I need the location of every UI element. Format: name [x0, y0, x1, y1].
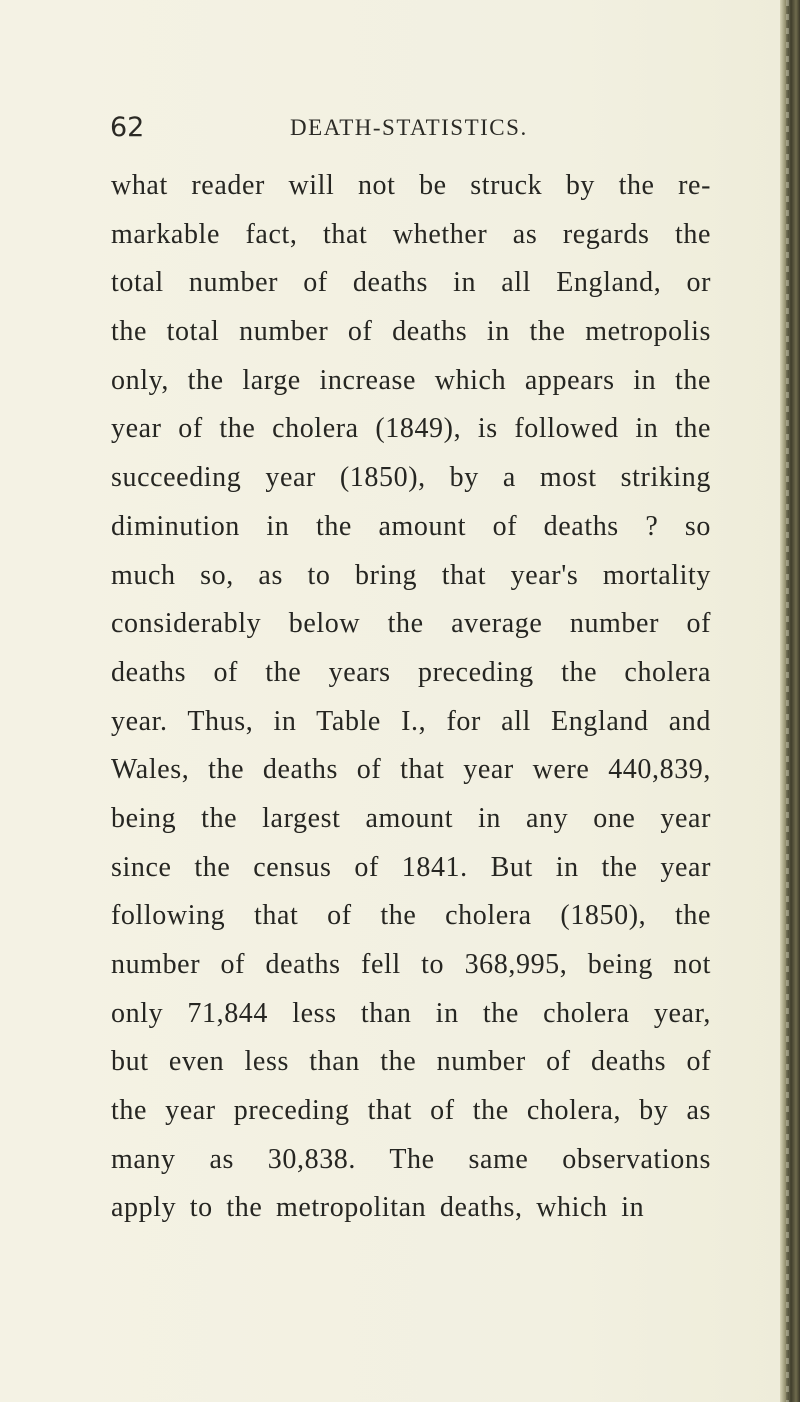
page-edge-binding [780, 0, 800, 1402]
page-number: 62 [110, 112, 145, 143]
text-line: deaths of the years preceding the cholera [111, 656, 711, 688]
text-line: number of deaths fell to 368,995, being not [111, 949, 711, 980]
text-line: Wales, the deaths of that year were 440,839, [111, 754, 711, 786]
text-line: the year preceding that of the cholera, by as [111, 1095, 711, 1127]
text-line: the total number of deaths in the metropolis [111, 316, 711, 348]
text-line: considerably below the average number of [111, 608, 711, 640]
text-line: year of the cholera (1849), is followed in the [111, 413, 711, 445]
text-line: many as 30,838. The same observations [111, 1143, 711, 1175]
text-line: year. Thus, in Table I., for all England and [111, 705, 711, 737]
text-line: but even less than the number of deaths of [111, 1046, 711, 1078]
text-line: diminution in the amount of deaths ? so [111, 510, 711, 542]
text-line: much so, as to bring that year's mortality [111, 559, 711, 591]
text-line: what reader will not be struck by the re- [111, 170, 711, 201]
text-line: apply to the metropolitan deaths, which in [111, 1192, 645, 1224]
running-title: DEATH-STATISTICS. [290, 115, 528, 140]
body-paragraph [111, 162, 711, 1233]
text-line: being the largest amount in any one year [111, 802, 711, 834]
text-line: succeeding year (1850), by a most striking [111, 462, 711, 494]
text-line: following that of the cholera (1850), the [111, 900, 711, 932]
text-line: markable fact, that whether as regards the [111, 218, 711, 250]
text-line: only, the large increase which appears in the [111, 364, 711, 396]
text-line: only 71,844 less than in the cholera year, [111, 997, 711, 1029]
text-line: since the census of 1841. But in the year [111, 851, 711, 883]
text-line: total number of deaths in all England, or [111, 267, 711, 299]
running-head [110, 112, 710, 156]
